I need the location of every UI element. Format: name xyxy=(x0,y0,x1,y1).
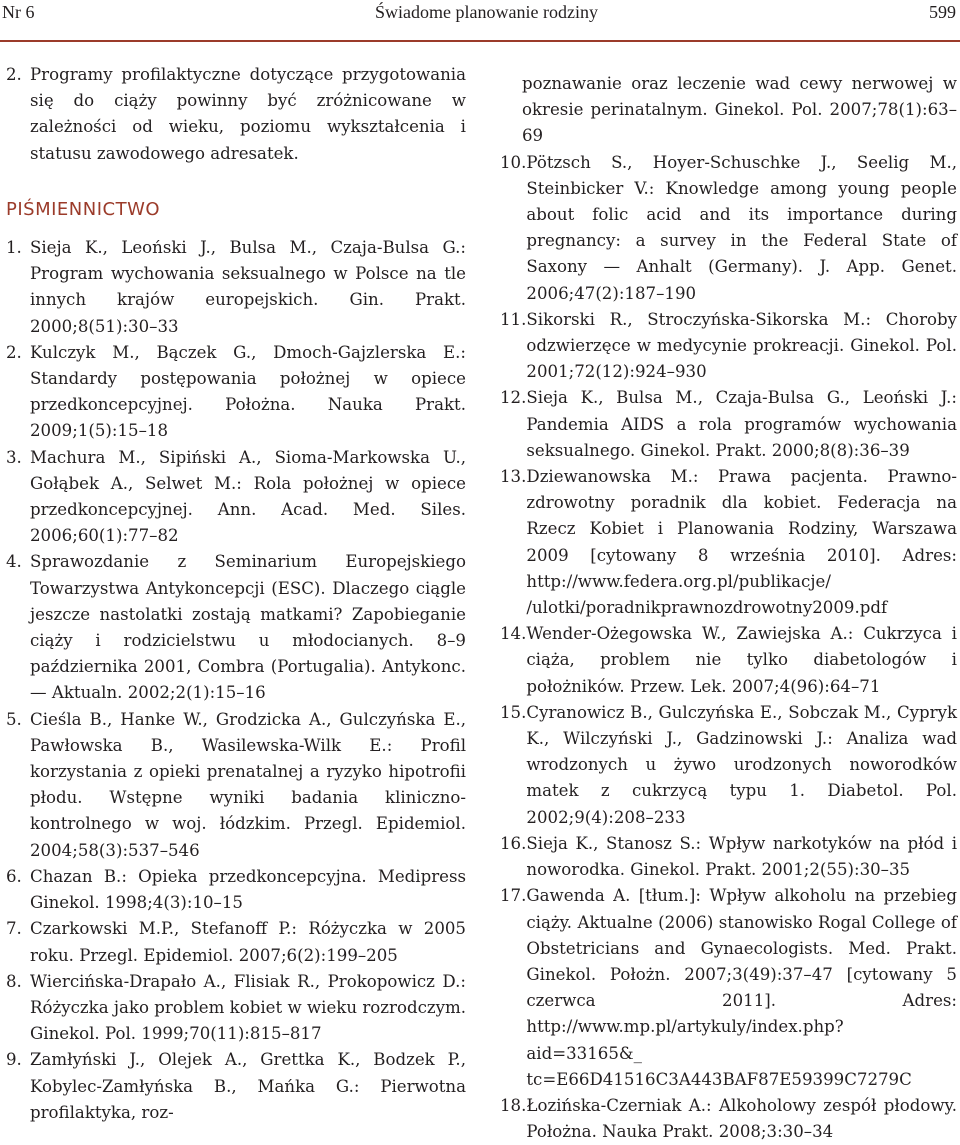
header-rule xyxy=(0,40,960,42)
reference-text: Łozińska-Czerniak A.: Alkoholowy zespół płodowy. Położna. Nauka Prakt. 2008;3:30–34 xyxy=(526,1095,957,1142)
running-head xyxy=(0,0,960,28)
reference-item xyxy=(6,549,466,706)
reference-number: 10. xyxy=(500,152,527,172)
issue-number: Nr 6 xyxy=(2,2,35,22)
reference-number: 18. xyxy=(500,1095,527,1115)
reference-text: Machura M., Sipiński A., Sioma-Markowska U., Gołąbek A., Selwet M.: Rola położnej w opiece przedkoncepcyjnej. Ann. Acad. Med. Siles. 2006;60(1):77–82 xyxy=(30,447,466,546)
reference-number: 9. xyxy=(6,1050,22,1070)
reference-number: 16. xyxy=(500,833,527,853)
reference-text: Sieja K., Leoński J., Bulsa M., Czaja-Bulsa G.: Program wychowania seksualnego w Polsce na tle innych krajów europejskich. Gin. Prakt. 2000;8(51):30–33 xyxy=(30,238,466,336)
reference-number: 3. xyxy=(6,447,22,467)
journal-section-title: Świadome planowanie rodziny xyxy=(375,2,598,22)
reference-number: 6. xyxy=(6,866,22,886)
reference-item xyxy=(6,707,466,864)
reference-item xyxy=(500,621,957,700)
reference-item xyxy=(500,883,957,1093)
conclusion-item xyxy=(6,62,466,167)
reference-item xyxy=(6,864,466,916)
reference-text: Wiercińska-Drapało A., Flisiak R., Prokopowicz D.: Różyczka jako problem kobiet w wieku rozrodczym. Ginekol. Pol. 1999;70(11):815–817 xyxy=(30,971,466,1044)
reference-item xyxy=(500,1093,957,1145)
reference-text: Sieja K., Bulsa M., Czaja-Bulsa G., Leoński J.: Pandemia AIDS a rola programów wychowania seksualnego. Ginekol. Prakt. 2000;8(8):36–39 xyxy=(526,388,957,460)
references-list-right xyxy=(500,150,957,1145)
reference-number: 17. xyxy=(500,886,527,906)
reference-number: 7. xyxy=(6,919,22,939)
reference-number: 14. xyxy=(500,624,527,644)
reference-text: Sprawozdanie z Seminarium Europejskiego Towarzystwa Antykoncepcji (ESC). Dlaczego ciągle jeszcze nastolatki zostają matkami? Zapobieganie ciąży i rodzicielstwu u młodocianych. 8–9 października 2001, Combra (Portugalia). Antykonc. — Aktualn. 2002;2(1):15–16 xyxy=(30,552,466,703)
left-column xyxy=(6,62,466,1126)
reference-number: 11. xyxy=(500,309,527,329)
reference-9-continuation: poznawanie oraz leczenie wad cewy nerwowej w okresie perinatalnym. Ginekol. Pol. 2007;78(1):63–69 xyxy=(522,74,957,146)
reference-number: 15. xyxy=(500,702,527,722)
conclusion-number: 2. xyxy=(6,65,22,84)
reference-text: Dziewanowska M.: Prawa pacjenta. Prawno-zdrowotny poradnik dla kobiet. Federacja na Rzecz Kobiet i Planowania Rodziny, Warszawa 2009 [cytowany 8 września 2010]. Adres: http://www.federa.org.pl/publikacje/ /ulotki/poradnikprawnozdrowotny2009.pdf xyxy=(526,467,957,618)
reference-item xyxy=(6,969,466,1048)
reference-number: 8. xyxy=(6,971,22,991)
references-heading: PIŚMIENNICTWO xyxy=(6,198,161,220)
reference-text: Sieja K., Stanosz S.: Wpływ narkotyków na płód i noworodka. Ginekol. Prakt. 2001;2(55):30–35 xyxy=(526,833,957,880)
reference-item xyxy=(6,340,466,445)
reference-text: Zamłyński J., Olejek A., Grettka K., Bodzek P., Kobylec-Zamłyńska B., Mańka G.: Pierwotna profilaktyka, roz- xyxy=(30,1050,466,1122)
page-number: 599 xyxy=(929,2,956,22)
references-list-left xyxy=(6,235,466,1126)
reference-item xyxy=(500,464,957,621)
reference-text: Pötzsch S., Hoyer-Schuschke J., Seelig M., Steinbicker V.: Knowledge among young people about folic acid and its importance during pregnancy: a survey in the Federal State of Saxony — Anhalt (Germany). J. App. Genet. 2006;47(2):187–190 xyxy=(526,152,957,303)
reference-number: 4. xyxy=(6,552,22,572)
reference-text: Cyranowicz B., Gulczyńska E., Sobczak M., Cypryk K., Wilczyński J., Gadzinowski J.: Analiza wad wrodzonych u żywo urodzonych noworodków matek z cukrzycą typu 1. Diabetol. Pol. 2002;9(4):208–233 xyxy=(526,702,957,827)
reference-item xyxy=(500,700,957,831)
reference-number: 13. xyxy=(500,467,527,487)
reference-text: Wender-Ożegowska W., Zawiejska A.: Cukrzyca i ciąża, problem nie tylko diabetologów i położników. Przew. Lek. 2007;4(96):64–71 xyxy=(526,624,957,696)
reference-number: 1. xyxy=(6,238,22,258)
reference-item xyxy=(500,307,957,386)
reference-text: Cieśla B., Hanke W., Grodzicka A., Gulczyńska E., Pawłowska B., Wasilewska-Wilk E.: Profil korzystania z opieki prenatalnej a ryzyko hipotrofii płodu. Wstępne wyniki badania kliniczno-kontrolnego w woj. łódzkim. Przegl. Epidemiol. 2004;58(3):537–546 xyxy=(30,709,466,860)
reference-item xyxy=(500,385,957,464)
reference-item xyxy=(6,445,466,550)
reference-item xyxy=(500,150,957,307)
reference-number: 2. xyxy=(6,342,22,362)
reference-item xyxy=(500,831,957,883)
reference-text: Gawenda A. [tłum.]: Wpływ alkoholu na przebieg ciąży. Aktualne (2006) stanowisko Rogal College of Obstetricians and Gynaecologists. Med. Prakt. Ginekol. Położn. 2007;3(49):37–47 [cytowany 5 czerwca 2011]. Adres: http://www.mp.pl/artykuly/index.php?aid=33165&_ tc=E66D41516C3A443BAF87E59399C7279C xyxy=(526,886,957,1089)
right-column xyxy=(500,71,957,1145)
reference-text: Sikorski R., Stroczyńska-Sikorska M.: Choroby odzwierzęce w medycynie prokreacji. Ginekol. Pol. 2001;72(12):924–930 xyxy=(526,309,957,382)
conclusion-text: Programy profilaktyczne dotyczące przygotowania się do ciąży powinny być zróżnicowane w zależności od wieku, poziomu wykształcenia i statusu zawodowego adresatek. xyxy=(30,65,466,163)
reference-item xyxy=(6,235,466,340)
reference-text: Czarkowski M.P., Stefanoff P.: Różyczka w 2005 roku. Przegl. Epidemiol. 2007;6(2):199–205 xyxy=(30,919,466,965)
reference-number: 12. xyxy=(500,388,527,408)
reference-text: Chazan B.: Opieka przedkoncepcyjna. Medipress Ginekol. 1998;4(3):10–15 xyxy=(30,866,466,913)
reference-item xyxy=(6,1047,466,1126)
reference-number: 5. xyxy=(6,709,22,729)
reference-text: Kulczyk M., Bączek G., Dmoch-Gajzlerska E.: Standardy postępowania położnej w opiece przedkoncepcyjnej. Położna. Nauka Prakt. 2009;1(5):15–18 xyxy=(30,342,466,441)
reference-item xyxy=(6,916,466,968)
